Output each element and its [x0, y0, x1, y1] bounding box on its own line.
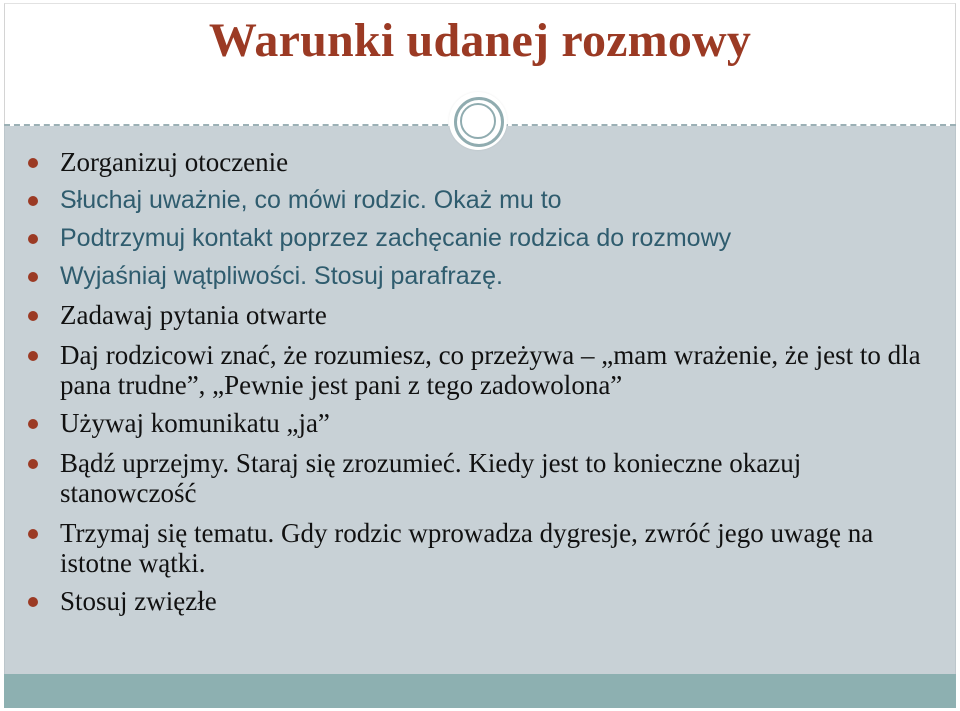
- bullet-item: [26, 518, 936, 578]
- bullet-text: Daj rodzicowi znać, że rozumiesz, co przeżywa – „mam wrażenie, że jest to dla pana trudne”, „Pewnie jest pani z tego zadowolona”: [60, 340, 921, 400]
- bullet-text: Zorganizuj otoczenie: [60, 147, 289, 177]
- slide-title: Warunki udanej rozmowy: [208, 14, 752, 67]
- bullet-item: [26, 261, 936, 291]
- bullet-text: Słuchaj uważnie, co mówi rodzic. Okaż mu to: [60, 186, 562, 214]
- bullet-text: Zadawaj pytania otwarte: [60, 300, 327, 330]
- bullet-item: [26, 340, 936, 400]
- bullet-text: Wyjaśniaj wątpliwości. Stosuj parafrazę.: [60, 262, 504, 290]
- bullet-item: [26, 448, 936, 508]
- bullet-item: [26, 408, 936, 438]
- bullet-item: [26, 300, 936, 330]
- bullet-text: Używaj komunikatu „ja”: [60, 408, 330, 438]
- bullet-text: Trzymaj się tematu. Gdy rodzic wprowadza dygresje, zwróć jego uwagę na istotne wątki.: [60, 518, 874, 578]
- bullet-text: Podtrzymuj kontakt poprzez zachęcanie rodzica do rozmowy: [60, 224, 732, 252]
- bullet-list: [26, 147, 936, 616]
- bullet-item: [26, 185, 936, 215]
- bullet-item: [26, 223, 936, 253]
- bullet-item: [26, 147, 936, 177]
- concentric-circle-ornament-icon: [449, 92, 507, 150]
- bullet-item: [26, 586, 936, 616]
- bullet-text: Stosuj zwięzłe: [60, 586, 217, 616]
- bullet-text: Bądź uprzejmy. Staraj się zrozumieć. Kiedy jest to konieczne okazuj stanowczość: [60, 448, 802, 508]
- footer-bar: [4, 674, 956, 708]
